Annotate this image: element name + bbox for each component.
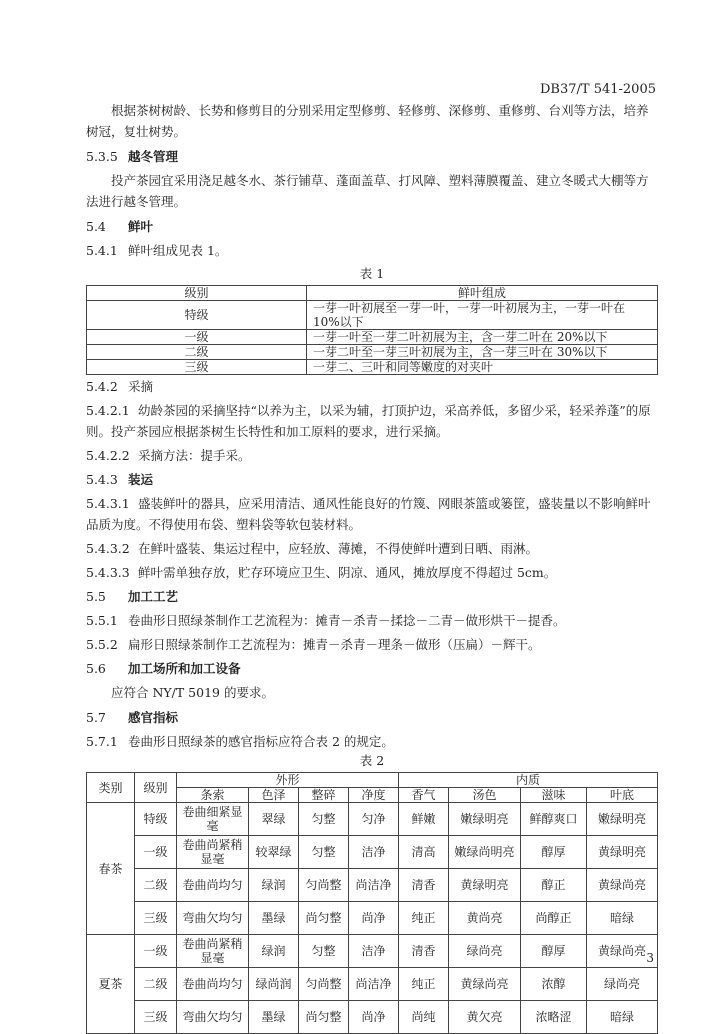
- table-row: [87, 330, 658, 345]
- table2-grade-cell: 二级: [135, 869, 177, 902]
- table2-value-cell: 尚醇正: [521, 902, 587, 935]
- table2-value-cell: 暗绿: [587, 1001, 658, 1034]
- section-heading: [86, 376, 658, 397]
- clause-text: 幼龄茶园的采摘坚持“以养为主，以采为辅，打顶护边，采高养低，多留少采，轻采养蓬”的原则。投产茶园应根据茶树生长特性和加工原料的要求，进行采摘。: [86, 403, 651, 439]
- clause-text: 卷曲形日照绿茶的感官指标应符合表 2 的规定。: [127, 734, 394, 749]
- clause: [86, 240, 658, 261]
- page-number: 3: [646, 951, 654, 965]
- section-number: 5.3.5: [86, 149, 118, 164]
- table2-value-cell: 纯正: [399, 902, 449, 935]
- table2-value-cell: 弯曲欠均匀: [177, 902, 249, 935]
- section-number: 5.4.3: [86, 472, 118, 487]
- table2-value-cell: 暗绿: [587, 902, 658, 935]
- clause-text: 扁形日照绿茶制作工艺流程为：摊青－杀青－理条－做形（压扁）－辉干。: [127, 637, 541, 652]
- table-row: [87, 345, 658, 360]
- clause: [86, 538, 658, 559]
- table-row: [87, 869, 658, 902]
- table1-grade-cell: 二级: [87, 345, 307, 360]
- table2-value-cell: 黄绿尚亮: [587, 869, 658, 902]
- table2-value-cell: 嫩绿明亮: [587, 803, 658, 836]
- clause: [86, 731, 658, 752]
- clause: [86, 562, 658, 583]
- table2-value-cell: 卷曲细紧显毫: [177, 803, 249, 836]
- table1: [86, 285, 658, 375]
- table2-value-cell: 卷曲尚紧稍显毫: [177, 836, 249, 869]
- section-number: 5.4.2: [86, 379, 118, 394]
- clause-number: 5.5.2: [86, 637, 118, 652]
- section-title: 加工工艺: [127, 589, 178, 604]
- clause-number: 5.4.1: [86, 243, 118, 258]
- clause-number: 5.4.2.1: [86, 403, 130, 418]
- table-row: [87, 935, 658, 968]
- section-heading: [86, 707, 658, 728]
- table2-header-row: [87, 773, 658, 788]
- clause: [86, 634, 658, 655]
- table2-value-cell: 纯正: [399, 968, 449, 1001]
- table2-value-cell: 绿尚润: [249, 968, 299, 1001]
- table2-value-cell: 浓醇: [521, 968, 587, 1001]
- clause-text: 盛装鲜叶的器具，应采用清洁、通风性能良好的竹篾、网眼茶篮或篓筐，盛装量以不影响鲜叶品质为度。不得使用布袋、塑料袋等软包装材料。: [86, 496, 651, 532]
- section-title: 加工场所和加工设备: [127, 661, 241, 676]
- table2-value-cell: 尚洁净: [349, 869, 399, 902]
- section-number: 5.5: [86, 589, 106, 604]
- clause-number: 5.4.3.1: [86, 496, 130, 511]
- table2-subheader-cell: 叶底: [587, 788, 658, 803]
- section-title: 装运: [127, 472, 153, 487]
- section-number: 5.4: [86, 219, 106, 234]
- table2-value-cell: 绿润: [249, 869, 299, 902]
- table2-value-cell: 浓略涩: [521, 1001, 587, 1034]
- table-row: [87, 968, 658, 1001]
- table2-grade-cell: 特级: [135, 803, 177, 836]
- section-heading: [86, 469, 658, 490]
- clause-text: 卷曲形日照绿茶制作工艺流程为：摊青－杀青－揉捻－二青－做形烘干－提香。: [127, 613, 566, 628]
- clause-number: 5.4.3.2: [86, 541, 130, 556]
- table2-value-cell: 较翠绿: [249, 836, 299, 869]
- table2-header-cell: 内质: [399, 773, 658, 788]
- table2-subheader-cell: 净度: [349, 788, 399, 803]
- table1-header-cell: 级别: [87, 286, 307, 301]
- document-id: DB37/T 541-2005: [540, 82, 656, 97]
- table2-value-cell: 黄绿明亮: [449, 869, 521, 902]
- table2-value-cell: 匀整: [299, 935, 349, 968]
- clause-number: 5.7.1: [86, 734, 118, 749]
- table2-value-cell: 醇厚: [521, 935, 587, 968]
- section-number: 5.7: [86, 710, 106, 725]
- table2-value-cell: 匀净: [349, 803, 399, 836]
- table1-header-cell: 鲜叶组成: [307, 286, 658, 301]
- clause: [86, 445, 658, 466]
- table2-value-cell: 清香: [399, 869, 449, 902]
- table2-value-cell: 尚纯: [399, 1001, 449, 1034]
- table2-value-cell: 清高: [399, 836, 449, 869]
- table2-value-cell: 绿润: [249, 935, 299, 968]
- clause-text: 鲜叶需单独存放，贮存环境应卫生、阴凉、通风，摊放厚度不得超过 5cm。: [137, 565, 557, 580]
- table2-value-cell: 翠绿: [249, 803, 299, 836]
- table2-value-cell: 洁净: [349, 935, 399, 968]
- section-title: 采摘: [127, 379, 153, 394]
- section-title: 越冬管理: [127, 149, 178, 164]
- clause-text: 鲜叶组成见表 1。: [127, 243, 228, 258]
- section-title: 感官指标: [127, 710, 178, 725]
- table2-value-cell: 墨绿: [249, 1001, 299, 1034]
- table2-grade-cell: 三级: [135, 902, 177, 935]
- table1-grade-cell: 特级: [87, 301, 307, 330]
- table2-value-cell: 尚洁净: [349, 968, 399, 1001]
- table2-value-cell: 绿尚亮: [587, 968, 658, 1001]
- table-row: [87, 803, 658, 836]
- table2-value-cell: 鲜醇爽口: [521, 803, 587, 836]
- table1-composition-cell: 一芽二叶至一芽三叶初展为主，含一芽三叶在 30%以下: [307, 345, 658, 360]
- table2-value-cell: 黄尚亮: [449, 902, 521, 935]
- table2-header-cell: 类别: [87, 773, 135, 803]
- table2-value-cell: 醇正: [521, 869, 587, 902]
- section-text: 投产茶园宜采用浇足越冬水、茶行铺草、蓬面盖草、打风障、塑料薄膜覆盖、建立冬暖式大棚等方法进行越冬管理。: [86, 173, 649, 209]
- table-row: [87, 301, 658, 330]
- table-row: [87, 836, 658, 869]
- table2: [86, 772, 658, 1034]
- table2-subheader-cell: 香气: [399, 788, 449, 803]
- clause: [86, 610, 658, 631]
- table2-value-cell: 匀整: [299, 836, 349, 869]
- table2-value-cell: 黄绿尚亮: [587, 935, 658, 968]
- table2-value-cell: 洁净: [349, 836, 399, 869]
- clause-text: 在鲜叶盛装、集运过程中，应轻放、薄摊，不得使鲜叶遭到日晒、雨淋。: [137, 541, 538, 556]
- clause-number: 5.4.3.3: [86, 565, 130, 580]
- table2-value-cell: 匀尚整: [299, 869, 349, 902]
- table2-value-cell: 弯曲欠均匀: [177, 1001, 249, 1034]
- table2-value-cell: 卷曲尚紧稍显毫: [177, 935, 249, 968]
- section-heading: [86, 146, 658, 167]
- table2-subheader-cell: 色泽: [249, 788, 299, 803]
- table2-subheader-cell: 汤色: [449, 788, 521, 803]
- section-heading: [86, 216, 658, 237]
- table1-grade-cell: 三级: [87, 360, 307, 375]
- table1-composition-cell: 一芽二、三叶和同等嫩度的对夹叶: [307, 360, 658, 375]
- table2-value-cell: 黄欠亮: [449, 1001, 521, 1034]
- table2-value-cell: 嫩绿明亮: [449, 803, 521, 836]
- page-content: [86, 100, 658, 1034]
- table2-value-cell: 绿尚亮: [449, 935, 521, 968]
- clause: [86, 493, 658, 535]
- table1-composition-cell: 一芽一叶至一芽二叶初展为主，含一芽二叶在 20%以下: [307, 330, 658, 345]
- table2-value-cell: 尚匀整: [299, 902, 349, 935]
- clause-text: 采摘方法：提手采。: [137, 448, 251, 463]
- clause-number: 5.5.1: [86, 613, 118, 628]
- table2-value-cell: 墨绿: [249, 902, 299, 935]
- table2-value-cell: 嫩绿尚明亮: [449, 836, 521, 869]
- table2-category-cell: 夏茶: [87, 935, 135, 1034]
- table-row: [87, 360, 658, 375]
- table2-header-cell: 级别: [135, 773, 177, 803]
- table2-summer-rows: [87, 935, 658, 1034]
- table2-grade-cell: 一级: [135, 935, 177, 968]
- table1-header-row: [87, 286, 658, 301]
- table2-category-cell: 春茶: [87, 803, 135, 935]
- table1-caption: 表 1: [359, 266, 385, 281]
- section-heading: [86, 586, 658, 607]
- section-heading: [86, 658, 658, 679]
- table2-value-cell: 醇厚: [521, 836, 587, 869]
- table2-value-cell: 尚净: [349, 1001, 399, 1034]
- section-text: 应符合 NY/T 5019 的要求。: [111, 685, 274, 700]
- section-number: 5.6: [86, 661, 106, 676]
- table2-value-cell: 卷曲尚均匀: [177, 968, 249, 1001]
- section-title: 鲜叶: [127, 219, 153, 234]
- table2-subheader-cell: 整碎: [299, 788, 349, 803]
- table2-value-cell: 卷曲尚均匀: [177, 869, 249, 902]
- table-row: [87, 902, 658, 935]
- table2-grade-cell: 一级: [135, 836, 177, 869]
- table-row: [87, 1001, 658, 1034]
- table2-header-cell: 外形: [177, 773, 399, 788]
- table2-value-cell: 黄绿明亮: [587, 836, 658, 869]
- table2-subheader-cell: 条索: [177, 788, 249, 803]
- table2-value-cell: 尚匀整: [299, 1001, 349, 1034]
- table2-value-cell: 尚净: [349, 902, 399, 935]
- table2-grade-cell: 二级: [135, 968, 177, 1001]
- table2-spring-rows: [87, 803, 658, 935]
- pruning-paragraph: 根据茶树树龄、长势和修剪目的分别采用定型修剪、轻修剪、深修剪、重修剪、台刈等方法，培养树冠，复壮树势。: [86, 103, 649, 139]
- table2-caption: 表 2: [359, 753, 385, 768]
- clause-number: 5.4.2.2: [86, 448, 130, 463]
- clause: [86, 400, 658, 442]
- table1-composition-cell: 一芽一叶初展至一芽一叶，一芽一叶初展为主，一芽一叶在 10%以下: [307, 301, 658, 330]
- table2-subheader-cell: 滋味: [521, 788, 587, 803]
- table2-value-cell: 黄绿尚亮: [449, 968, 521, 1001]
- table2-value-cell: 鲜嫩: [399, 803, 449, 836]
- table1-grade-cell: 一级: [87, 330, 307, 345]
- table2-value-cell: 匀整: [299, 803, 349, 836]
- table2-value-cell: 匀尚整: [299, 968, 349, 1001]
- table2-grade-cell: 三级: [135, 1001, 177, 1034]
- table2-value-cell: 清香: [399, 935, 449, 968]
